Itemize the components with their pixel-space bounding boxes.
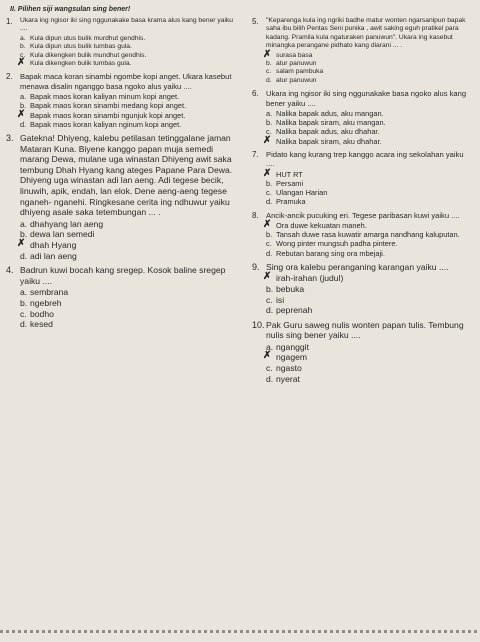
options-list [17,92,234,129]
question-number: 4. [6,265,14,276]
question-number: 1. [6,17,13,26]
option-b[interactable] [20,229,234,240]
question-number: 5. [252,17,259,26]
option-text: HUT RT [276,169,303,179]
option-a[interactable] [263,218,474,230]
option-text: Wong pinter mungsuh padha pintere. [276,239,398,249]
option-d[interactable] [266,77,474,85]
option-d[interactable] [20,251,234,262]
option-letter: d. [266,197,273,207]
options-list [263,271,474,316]
options-list [17,218,234,261]
options-list [17,34,234,69]
right-column [252,17,474,388]
option-d[interactable] [20,319,234,330]
option-letter: d. [266,373,274,384]
question-text: Pak Guru saweg nulis wonten papan tulis. Tembung nulis sing bener yaiku .... [266,319,464,341]
question-9 [252,262,474,316]
option-letter: a. [20,34,26,42]
option-letter: c. [266,68,272,76]
option-text: dhahyang lan aeng [30,218,104,229]
option-text: Nalika bapak adus, aku mangan. [276,109,384,119]
option-letter: b. [20,101,27,111]
option-text: salam pambuka [276,68,324,76]
option-text: surasa basa [276,51,313,59]
cross-mark-icon: ✗ [263,48,272,60]
option-letter: b. [20,229,28,240]
option-text: ngagem [276,352,308,363]
option-text: nganggit [276,341,309,352]
option-text: ngebreh [30,297,62,308]
option-text: Ulangan Harian [276,188,328,198]
option-letter: b. [266,230,273,240]
option-letter: d. [20,319,28,330]
option-text: bodho [30,308,54,319]
cross-mark-icon: ✗ [17,238,26,249]
option-a[interactable] [20,287,234,298]
option-a[interactable] [266,109,474,118]
option-text: ngasto [276,363,302,374]
option-b[interactable] [266,230,474,239]
options-list [263,109,474,146]
option-text: bebuka [276,283,305,294]
option-text: sembrana [30,287,69,298]
option-d[interactable] [20,120,234,129]
option-letter: b. [20,43,26,51]
cross-mark-icon: ✗ [263,167,272,179]
question-text: Badrun kuwi bocah kang sregep. Kosok baline sregep yaiku .... [20,265,226,286]
option-text: isi [276,294,285,305]
option-letter: b. [266,60,272,68]
option-letter: c. [20,308,27,319]
option-text: Persami [276,178,304,188]
question-number: 10. [252,319,265,330]
question-7 [252,150,474,207]
question-6 [252,89,474,146]
option-a[interactable] [20,35,234,43]
option-letter: d. [266,248,273,258]
option-b[interactable] [266,60,474,68]
option-text: dhah Hyang [30,240,77,250]
options-list [20,287,234,329]
option-c[interactable] [266,188,474,197]
option-c[interactable] [17,108,234,120]
option-letter: c. [266,363,273,374]
option-letter: d. [266,305,274,316]
option-c[interactable] [266,239,474,248]
question-text: Ukara ing ngisor iki sing nggunakake basa ngoko alus kang bener yaiku .... [266,89,467,108]
option-text: Pramuka [276,197,306,207]
question-number: 9. [252,261,260,272]
option-letter: d. [20,119,27,129]
option-a[interactable] [20,92,234,101]
cross-mark-icon: ✗ [263,350,272,362]
option-d[interactable] [266,197,474,206]
option-c[interactable] [20,52,234,60]
option-d[interactable] [263,134,474,146]
option-letter: b. [20,297,28,308]
option-letter: a. [20,92,27,102]
option-c[interactable] [266,295,474,306]
left-column [6,17,234,334]
option-text: Kula dikengken bulik tumbas gula. [30,60,132,68]
option-text: dewa lan semedi [30,229,95,240]
option-text: adi lan aeng [30,250,77,261]
option-letter: c. [266,188,272,198]
question-text: Bapak maca koran sinambi ngombe kopi anget. Ukara kasebut menawa disalin nganggo basa ngoko alus yaiku .... [20,72,232,91]
option-letter: c. [266,127,272,137]
option-letter: b. [266,118,273,128]
option-a[interactable] [263,271,474,284]
question-number: 8. [252,210,259,220]
options-list [263,48,474,86]
question-4 [6,265,234,330]
question-text: Sing ora kalebu peranganing karangan yaiku .... [266,261,449,272]
option-letter: a. [266,341,274,352]
question-number: 7. [252,149,259,159]
cross-mark-icon: ✗ [17,57,26,69]
cross-mark-icon: ✗ [263,271,272,283]
option-d[interactable] [266,374,474,385]
question-text: "Keparenga kula ing ngriki badhe matur wonten ngarsanipun bapak saha ibu bilih Pentas Seni punika , awit saking eguh pratikel para kadang. Pramila kula ngaturaken panuwun". Ukara ing kasebut minangka perangane pidhato kang diarani ... . [266,17,466,50]
option-a[interactable] [266,342,474,353]
option-d[interactable] [17,57,234,69]
question-3 [6,133,234,261]
options-list [263,218,474,258]
option-text: irah-irahan (judul) [276,273,344,284]
option-c[interactable] [17,238,234,251]
question-5 [252,17,474,85]
option-text: kesed [30,319,53,330]
option-letter: d. [266,76,272,84]
cross-mark-icon: ✗ [263,218,272,230]
question-text: Ukara ing ngisor iki sing nggunakake basa krama alus kang bener yaiku .... [20,17,234,33]
question-text: Pidato kang kurang trep kanggo acara ing sekolahan yaiku .... [266,149,464,169]
option-letter: a. [266,109,273,119]
option-a[interactable] [20,219,234,230]
question-text: Ancik-ancik pucuking eri. Tegese paribasan kuwi yaiku .... [266,210,460,220]
option-b[interactable] [20,43,234,51]
option-text: Rebutan barang sing ora mbejaji. [276,248,385,258]
option-text: atur panuwun [276,76,317,84]
option-text: Nalika bapak siram, aku dhahar. [276,136,382,146]
option-letter: d. [20,250,28,261]
question-number: 2. [6,72,13,82]
section-heading: II. Pilihen siji wangsulan sing bener! [10,6,131,13]
option-b[interactable] [266,179,474,188]
option-c[interactable] [266,68,474,76]
option-b[interactable] [263,350,474,363]
question-number: 3. [6,133,14,144]
option-c[interactable] [266,127,474,136]
options-list [263,341,474,384]
option-letter: b. [266,283,274,294]
option-letter: b. [266,178,273,188]
option-text: Nalika bapak siram, aku mangan. [276,118,386,128]
option-text: Kula dipun utus bulik tumbas gula. [30,43,132,51]
option-b[interactable] [20,298,234,309]
question-2 [6,72,234,129]
option-text: atur panuwun [276,60,317,68]
option-c[interactable] [266,363,474,374]
option-text: Nalika bapak adus, aku dhahar. [276,127,380,137]
option-a[interactable] [263,48,474,60]
option-b[interactable] [20,101,234,110]
option-c[interactable] [20,309,234,320]
page-bottom-divider [0,630,480,633]
option-letter: c. [266,239,272,249]
question-text: Gatekna! Dhiyeng, kalebu petilasan tetinggalane jaman Mataran Kuna. Biyene kanggo papan muja semedi marang Dewa, mulane uga winastan Dhiyeng awit saka tembung Dhah Hyang kang ateges Papane Para Dewa. Dhiyeng uga winastan adi lan aeng. Adi tegese becik, linuwih, apik, endah, lan elok. Dene aeng-aeng tegese nganeh- nganehi. Ringkesane cerita ing ndhuwur yaiku dhiyeng asale saka tetembungan ... . [20,133,233,218]
option-text: Bapak maos koran sinambi medang kopi anget. [30,101,187,111]
option-text: nyerat [276,373,300,384]
option-text: Kula dikengken bulik mundhut gendhis. [30,51,147,59]
cross-mark-icon: ✗ [17,108,26,120]
option-text: Bapak maos koran kaliyan nginum kopi anget. [30,119,182,129]
question-10 [252,320,474,385]
option-b[interactable] [266,284,474,295]
option-text: Kula dipun utus bulik murdhut gendhis. [30,34,146,42]
option-text: peprenah [276,305,313,316]
options-list [263,167,474,207]
option-d[interactable] [266,305,474,316]
option-letter: c. [20,51,26,59]
question-number: 6. [252,89,259,99]
question-8 [252,211,474,258]
option-d[interactable] [266,249,474,258]
question-1 [6,17,234,68]
option-text: Ora duwe kekuatan maneh. [276,220,367,230]
option-text: Bapak maos koran kaliyan minum kopi anget. [30,92,180,102]
option-b[interactable] [266,118,474,127]
cross-mark-icon: ✗ [263,134,272,146]
option-letter: a. [20,218,28,229]
option-text: Bapak maos koran sinambi ngunjuk kopi anget. [30,110,186,120]
option-a[interactable] [263,167,474,179]
option-text: Tansah duwe rasa kuwatir amarga nandhang kaluputan. [276,230,460,240]
option-letter: a. [20,287,28,298]
option-letter: c. [266,294,273,305]
